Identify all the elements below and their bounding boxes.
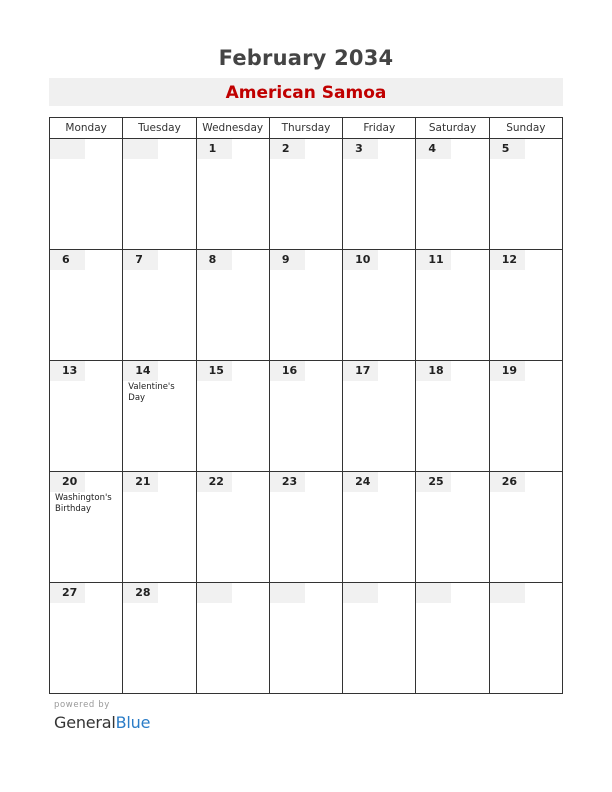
calendar-day-cell bbox=[416, 583, 489, 694]
calendar-day-cell bbox=[489, 139, 562, 250]
day-number: 23 bbox=[270, 472, 305, 492]
calendar-body bbox=[50, 139, 563, 694]
calendar-day-cell bbox=[50, 139, 123, 250]
day-number: 3 bbox=[343, 139, 378, 159]
day-number: 21 bbox=[123, 472, 158, 492]
weekday-header: Wednesday bbox=[196, 118, 269, 139]
calendar-day-cell bbox=[50, 361, 123, 472]
day-number: 13 bbox=[50, 361, 85, 381]
brand-general: General bbox=[54, 713, 116, 732]
calendar-day-cell bbox=[269, 472, 342, 583]
day-number: 6 bbox=[50, 250, 85, 270]
day-number: 11 bbox=[416, 250, 451, 270]
day-number: 16 bbox=[270, 361, 305, 381]
day-number: 22 bbox=[197, 472, 232, 492]
weekday-header: Monday bbox=[50, 118, 123, 139]
day-number: 12 bbox=[490, 250, 525, 270]
page-title: February 2034 bbox=[218, 46, 394, 70]
day-number: 10 bbox=[343, 250, 378, 270]
brand-logo bbox=[54, 713, 150, 732]
holiday-label: Washington's Birthday bbox=[55, 493, 112, 514]
calendar-day-cell bbox=[416, 472, 489, 583]
calendar-day-cell bbox=[196, 583, 269, 694]
day-number bbox=[490, 583, 525, 603]
calendar-week-row bbox=[50, 472, 563, 583]
day-number: 15 bbox=[197, 361, 232, 381]
powered-by-text: powered by bbox=[54, 700, 110, 710]
calendar-day-cell bbox=[50, 472, 123, 583]
calendar-day-cell bbox=[123, 361, 196, 472]
day-number: 28 bbox=[123, 583, 158, 603]
calendar-day-cell bbox=[123, 250, 196, 361]
calendar-day-cell bbox=[269, 361, 342, 472]
weekday-header: Thursday bbox=[269, 118, 342, 139]
calendar-week-row bbox=[50, 250, 563, 361]
day-number: 1 bbox=[197, 139, 232, 159]
calendar-day-cell bbox=[196, 139, 269, 250]
day-number bbox=[270, 583, 305, 603]
day-number: 17 bbox=[343, 361, 378, 381]
calendar-day-cell bbox=[196, 361, 269, 472]
day-number: 8 bbox=[197, 250, 232, 270]
calendar-week-row bbox=[50, 361, 563, 472]
day-number: 7 bbox=[123, 250, 158, 270]
calendar-day-cell bbox=[343, 472, 416, 583]
day-number bbox=[50, 139, 85, 159]
calendar-day-cell bbox=[269, 250, 342, 361]
calendar-day-cell bbox=[123, 583, 196, 694]
calendar-day-cell bbox=[416, 139, 489, 250]
calendar-day-cell bbox=[343, 139, 416, 250]
calendar-day-cell bbox=[343, 361, 416, 472]
day-number: 2 bbox=[270, 139, 305, 159]
region-banner bbox=[49, 78, 563, 106]
day-number bbox=[343, 583, 378, 603]
region-name: American Samoa bbox=[225, 83, 387, 103]
day-number: 19 bbox=[490, 361, 525, 381]
calendar-day-cell bbox=[489, 472, 562, 583]
calendar-day-cell bbox=[416, 361, 489, 472]
day-number: 20 bbox=[50, 472, 85, 492]
calendar-day-cell bbox=[123, 139, 196, 250]
footer bbox=[54, 700, 150, 732]
calendar-day-cell bbox=[489, 583, 562, 694]
day-number bbox=[416, 583, 451, 603]
day-number bbox=[197, 583, 232, 603]
weekday-header: Friday bbox=[343, 118, 416, 139]
weekday-header: Saturday bbox=[416, 118, 489, 139]
day-number: 14 bbox=[123, 361, 158, 381]
day-number: 24 bbox=[343, 472, 378, 492]
brand-blue: Blue bbox=[115, 713, 151, 732]
calendar-grid bbox=[49, 117, 563, 696]
calendar-day-cell bbox=[489, 250, 562, 361]
calendar-day-cell bbox=[196, 250, 269, 361]
calendar-day-cell bbox=[123, 472, 196, 583]
calendar-day-cell bbox=[489, 361, 562, 472]
day-number: 27 bbox=[50, 583, 85, 603]
calendar-week-row bbox=[50, 139, 563, 250]
calendar-day-cell bbox=[343, 583, 416, 694]
holiday-label: Valentine's Day bbox=[128, 382, 175, 403]
weekday-header-row bbox=[50, 118, 563, 139]
day-number bbox=[123, 139, 158, 159]
calendar-day-cell bbox=[416, 250, 489, 361]
calendar-day-cell bbox=[50, 250, 123, 361]
calendar-week-row bbox=[50, 583, 563, 694]
day-number: 4 bbox=[416, 139, 451, 159]
weekday-header: Tuesday bbox=[123, 118, 196, 139]
day-number: 9 bbox=[270, 250, 305, 270]
day-number: 18 bbox=[416, 361, 451, 381]
day-number: 25 bbox=[416, 472, 451, 492]
calendar-day-cell bbox=[343, 250, 416, 361]
calendar-table bbox=[49, 117, 563, 694]
day-number: 26 bbox=[490, 472, 525, 492]
calendar-day-cell bbox=[50, 583, 123, 694]
day-number: 5 bbox=[490, 139, 525, 159]
weekday-header: Sunday bbox=[489, 118, 562, 139]
calendar-day-cell bbox=[269, 139, 342, 250]
calendar-day-cell bbox=[269, 583, 342, 694]
calendar-day-cell bbox=[196, 472, 269, 583]
